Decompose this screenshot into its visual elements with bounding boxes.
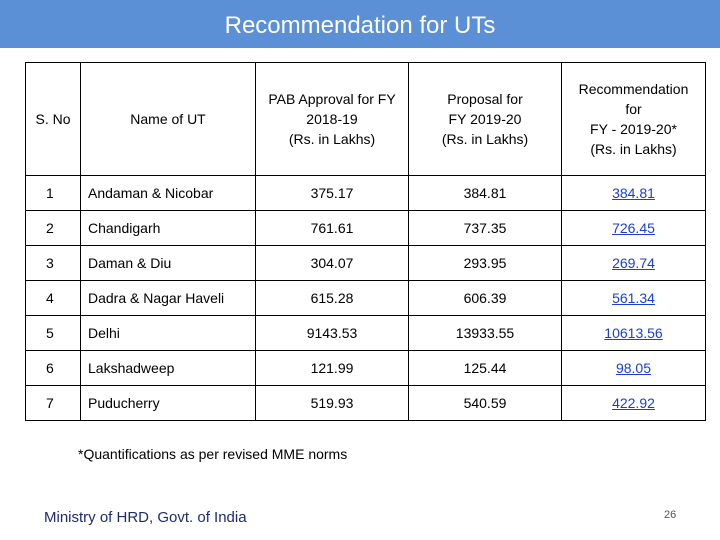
header-proposal-line: (Rs. in Lakhs): [441, 131, 529, 147]
table-row: [26, 176, 706, 211]
cell-sno: 3: [26, 246, 81, 281]
cell-proposal: 125.44: [409, 351, 562, 386]
cell-pab: 761.61: [256, 211, 409, 246]
table-row: [26, 281, 706, 316]
header-recommendation-line: for: [625, 101, 642, 117]
recommendation-link[interactable]: 422.92: [612, 395, 655, 411]
cell-recommendation: [562, 281, 706, 316]
cell-pab: 304.07: [256, 246, 409, 281]
table-row: [26, 246, 706, 281]
cell-sno: 4: [26, 281, 81, 316]
cell-recommendation: [562, 211, 706, 246]
ministry-label: Ministry of HRD, Govt. of India: [44, 509, 247, 526]
cell-sno: 6: [26, 351, 81, 386]
recommendation-link[interactable]: 384.81: [612, 185, 655, 201]
cell-recommendation: [562, 386, 706, 421]
recommendation-link[interactable]: 269.74: [612, 255, 655, 271]
table-row: [26, 386, 706, 421]
table-row: [26, 351, 706, 386]
cell-sno: 7: [26, 386, 81, 421]
cell-pab: 9143.53: [256, 316, 409, 351]
recommendation-link[interactable]: 10613.56: [604, 325, 663, 341]
slide-title: Recommendation for UTs: [0, 0, 720, 48]
cell-recommendation: [562, 316, 706, 351]
cell-pab: 615.28: [256, 281, 409, 316]
cell-pab: 121.99: [256, 351, 409, 386]
cell-recommendation: [562, 176, 706, 211]
header-recommendation: [562, 63, 706, 176]
table-row: [26, 316, 706, 351]
recommendation-link[interactable]: 561.34: [612, 290, 655, 306]
cell-proposal: 13933.55: [409, 316, 562, 351]
recommendation-link[interactable]: 726.45: [612, 220, 655, 236]
recommendation-link[interactable]: 98.05: [615, 360, 652, 376]
header-proposal-line: Proposal for: [447, 91, 523, 107]
header-recommendation-line: Recommendation: [578, 81, 689, 97]
cell-pab: 375.17: [256, 176, 409, 211]
header-pab-line: PAB Approval for FY: [268, 91, 396, 107]
cell-proposal: 384.81: [409, 176, 562, 211]
cell-ut-name: Andaman & Nicobar: [81, 176, 256, 211]
header-recommendation-line: FY - 2019-20*: [590, 121, 677, 137]
footnote: *Quantifications as per revised MME norms: [78, 446, 348, 462]
cell-ut-name: Delhi: [81, 316, 256, 351]
header-sno: S. No: [26, 63, 81, 176]
header-proposal: [409, 63, 562, 176]
header-name: Name of UT: [81, 63, 256, 176]
table-header-row: [26, 63, 706, 176]
header-pab: [256, 63, 409, 176]
page-number: 26: [664, 509, 677, 521]
recommendation-table-container: [25, 62, 705, 421]
cell-ut-name: Chandigarh: [81, 211, 256, 246]
cell-proposal: 737.35: [409, 211, 562, 246]
header-recommendation-line: (Rs. in Lakhs): [590, 141, 677, 157]
cell-sno: 5: [26, 316, 81, 351]
cell-ut-name: Lakshadweep: [81, 351, 256, 386]
cell-proposal: 540.59: [409, 386, 562, 421]
cell-sno: 1: [26, 176, 81, 211]
cell-pab: 519.93: [256, 386, 409, 421]
cell-recommendation: [562, 246, 706, 281]
cell-ut-name: Puducherry: [81, 386, 256, 421]
recommendation-table: [25, 62, 706, 421]
cell-proposal: 293.95: [409, 246, 562, 281]
cell-ut-name: Dadra & Nagar Haveli: [81, 281, 256, 316]
cell-ut-name: Daman & Diu: [81, 246, 256, 281]
cell-recommendation: [562, 351, 706, 386]
cell-sno: 2: [26, 211, 81, 246]
table-row: [26, 211, 706, 246]
cell-proposal: 606.39: [409, 281, 562, 316]
header-pab-line: 2018-19: [306, 111, 358, 127]
header-proposal-line: FY 2019-20: [448, 111, 522, 127]
header-pab-line: (Rs. in Lakhs): [288, 131, 376, 147]
